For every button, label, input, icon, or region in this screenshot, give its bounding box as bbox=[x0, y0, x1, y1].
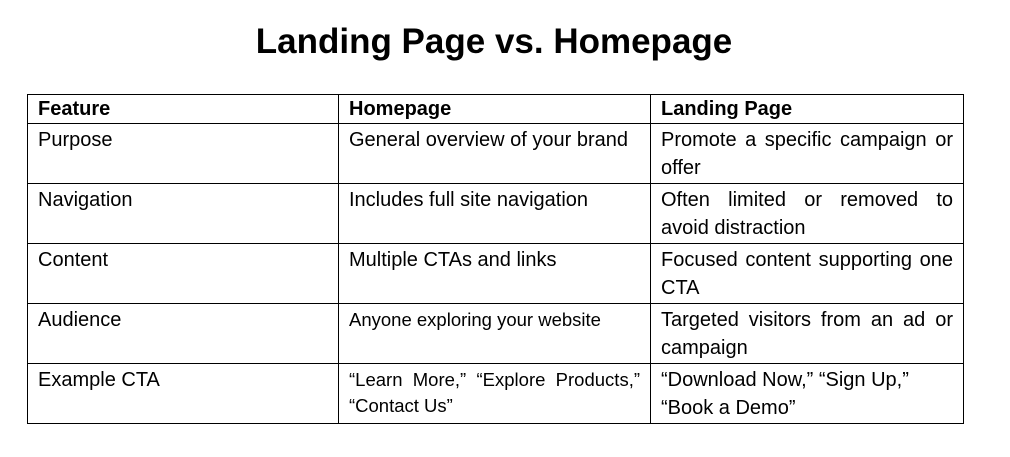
header-landing-page: Landing Page bbox=[651, 95, 964, 124]
cell-feature: Audience bbox=[28, 304, 339, 364]
cell-feature: Navigation bbox=[28, 184, 339, 244]
cell-homepage: General overview of your brand bbox=[339, 124, 651, 184]
cell-landing-page: “Download Now,” “Sign Up,” “Book a Demo” bbox=[651, 364, 964, 424]
table-row bbox=[28, 304, 964, 364]
table-row bbox=[28, 364, 964, 424]
page-title: Landing Page vs. Homepage bbox=[255, 22, 733, 61]
cell-landing-page: Focused content supporting one CTA bbox=[651, 244, 964, 304]
cell-homepage: Includes full site navigation bbox=[339, 184, 651, 244]
cell-feature: Content bbox=[28, 244, 339, 304]
cell-landing-page: Often limited or removed to avoid distraction bbox=[651, 184, 964, 244]
cell-landing-page: Targeted visitors from an ad or campaign bbox=[651, 304, 964, 364]
comparison-table bbox=[27, 94, 964, 424]
cell-feature: Purpose bbox=[28, 124, 339, 184]
cell-landing-page: Promote a specific campaign or offer bbox=[651, 124, 964, 184]
cell-homepage: Multiple CTAs and links bbox=[339, 244, 651, 304]
cell-feature: Example CTA bbox=[28, 364, 339, 424]
table-row bbox=[28, 244, 964, 304]
cell-homepage: “Learn More,” “Explore Products,” “Contact Us” bbox=[339, 364, 651, 424]
table-header-row bbox=[28, 95, 964, 124]
table-row bbox=[28, 184, 964, 244]
header-feature: Feature bbox=[28, 95, 339, 124]
header-homepage: Homepage bbox=[339, 95, 651, 124]
cell-homepage: Anyone exploring your website bbox=[339, 304, 651, 364]
table-row bbox=[28, 124, 964, 184]
